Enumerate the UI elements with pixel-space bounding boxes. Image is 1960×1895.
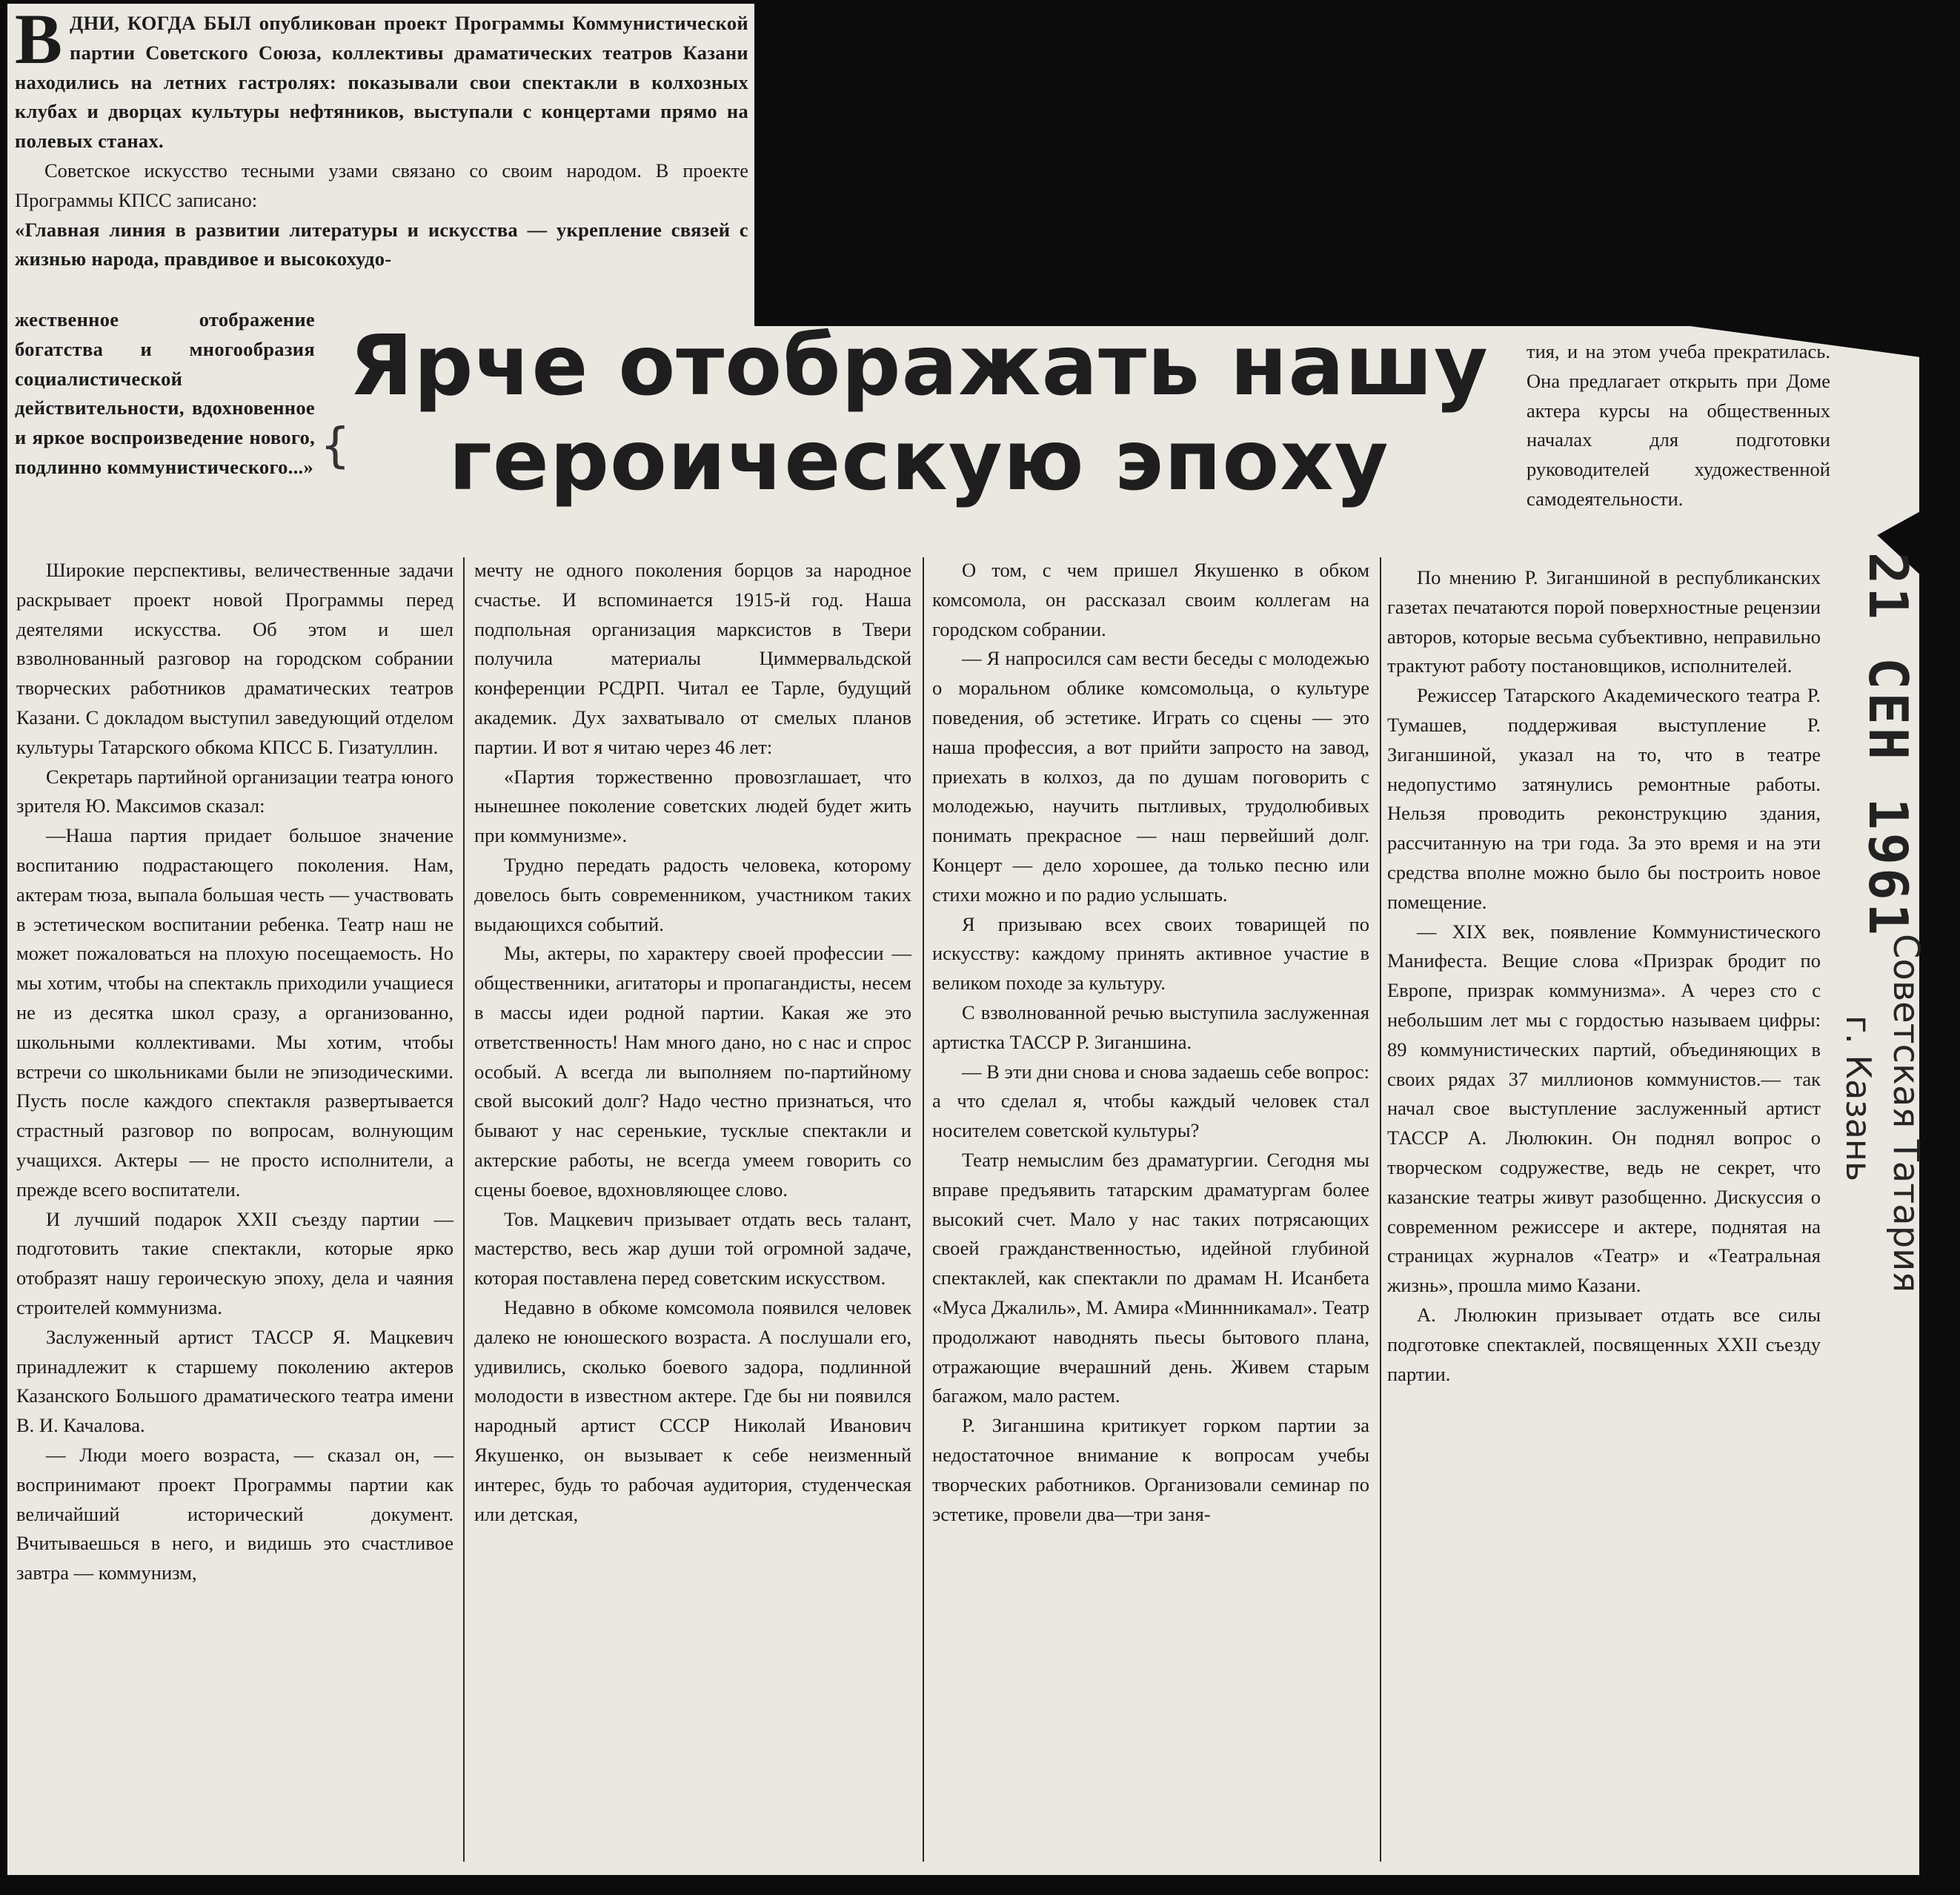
- intro-paragraph-1: ДНИ, КОГДА БЫЛ опубликован проект Программы Коммунистической партии Советского Союза, коллективы драматических театров Казани находились на летних гастролях: показывали свои спектакли в колхозных клубах и дворцах культуры нефтяников, выступали с концертами прямо на полевых станах.: [15, 12, 748, 153]
- column-4-paragraph: — XIX век, появление Коммунистического Манифеста. Вещие слова «Призрак бродит по Европе, призрак коммунизма». А через сто с небольшим лет мы с гордостью называем цифры: 89 коммунистических партий, объединяющих в своих рядах 37 миллионов коммунистов.— так начал свое выступление заслуженный артист ТАССР А. Люлюкин. Он поднял вопрос о творческом содружестве, ведь не секрет, что казанские театры живут разобщенно. Дискуссия о современном режиссере и актере, поднятая на страницах журналов «Театр» и «Театральная жизнь», прошла мимо Казани.: [1387, 920, 1821, 1297]
- column-4-paragraph: Режиссер Татарского Академического театра Р. Тумашев, поддерживая выступление Р. Зиганшиной, указал на то, что в театре недопустимо затянулись ремонтные работы. Нельзя проводить реконструкцию здания, рассчитанную на три года. За это время и на эти средства вполне можно было бы построить новое помещение.: [1387, 684, 1821, 913]
- margin-brace-mark: {: [320, 419, 351, 474]
- column-4: [1387, 563, 1821, 1389]
- column-2: [474, 556, 911, 1529]
- column-4-paragraph: А. Люлюкин призывает отдать все силы подготовке спектаклей, посвященных XXII съезду партии.: [1387, 1303, 1821, 1385]
- city-stamp: г. Казань: [1838, 1015, 1878, 1182]
- column-3-paragraph: — В эти дни снова и снова задаешь себе вопрос: а что сделал я, чтобы каждый человек стал носителем советской культуры?: [932, 1060, 1369, 1142]
- column-1: [16, 556, 454, 1588]
- intro-block: [15, 0, 748, 274]
- drop-cap: В: [15, 0, 63, 79]
- column-2-paragraph: Мы, актеры, по характеру своей профессии — общественники, агитаторы и пропагандисты, несем в массы идеи родной партии. Какая же это ответственность! Нам много дано, но с нас и спрос особый. А всегда ли выполняем по-партийному свой высокий долг? Надо честно признаться, что бывают у нас серенькие, тусклые спектакли и актерские работы, не всегда умеем говорить со сцены боевое, вдохновляющее слово.: [474, 942, 911, 1201]
- column-3-paragraph: Р. Зиганшина критикует горком партии за недостаточное внимание к вопросам учебы творческих работников. Организовали семинар по эстетике, провели два—три заня-: [932, 1414, 1369, 1525]
- column-1-paragraph: И лучший подарок XXII съезду партии — подготовить такие спектакли, которые ярко отобразят нашу героическую эпоху, дела и чаяния строителей коммунизма.: [16, 1207, 454, 1318]
- column-4-top-text: тия, и на этом учеба прекратилась. Она предлагает открыть при Доме актера курсы на общественных началах для подготовки руководителей художественной самодеятельности.: [1527, 340, 1830, 510]
- intro-paragraph-2: Советское искусство тесными узами связано со своим народом. В проекте Программы КПСС записано:: [15, 159, 748, 211]
- column-1-paragraph: Широкие перспективы, величественные задачи раскрывает проект новой Программы перед деятелями искусства. Об этом и шел взволнованный разговор на городском собрании творческих работников драматических театров Казани. С докладом выступил заведующий отделом культуры Татарского обкома КПСС Б. Гизатуллин.: [16, 559, 454, 758]
- column-3-paragraph: С взволнованной речью выступила заслуженная артистка ТАССР Р. Зиганшина.: [932, 1000, 1369, 1053]
- column-rule-3: [1380, 557, 1381, 1862]
- column-1-paragraph: Секретарь партийной организации театра юного зрителя Ю. Максимов сказал:: [16, 765, 454, 817]
- column-3-paragraph: — Я напросился сам вести беседы с молодежью о моральном облике комсомольца, о культуре поведения, об эстетике. Играть со сцены — это наша профессия, а вот прийти запросто на завод, приехать в колхоз, да по душам поговорить с молодежью, научить пытливых, трудолюбивых понимать прекрасное — наш первейший долг. Концерт — дело хорошее, да только песню или стихи можно и по радио услышать.: [932, 647, 1369, 906]
- column-2-paragraph: Недавно в обкоме комсомола появился человек далеко не юношеского возраста. А послушали его, удивились, сколько боевого задора, подлинной молодости в известном актере. Где бы ни появился народный артист СССР Николай Иванович Якушенко, он вызывает к себе неизменный интерес, будь то рабочая аудитория, студенческая или детская,: [474, 1295, 911, 1525]
- article-headline: [326, 319, 1512, 508]
- headline-line-1: Ярче отображать нашу: [349, 318, 1489, 414]
- column-1-paragraph: — Люди моего возраста, — сказал он, — воспринимают проект Программы партии как величайший исторический документ. Вчитываешься в него, и видишь это счастливое завтра — коммунизм,: [16, 1443, 454, 1584]
- column-3-paragraph: Театр немыслим без драматургии. Сегодня мы вправе предъявить татарским драматургам более высокий счет. Мало у нас таких потрясающих своей гражданственностью, идейной глубиной спектаклей, как спектакли по драмам Н. Исанбета «Муса Джалиль», М. Амира «Миннникамал». Театр продолжают наводнять пьесы бытового плана, отражающие вчерашний день. Живем старым багажом, мало растем.: [932, 1148, 1369, 1407]
- intro-quote-narrow: [15, 305, 315, 482]
- intro-quote-wide: «Главная линия в развитии литературы и искусства — укрепление связей с жизнью народа, правдивое и высокохудо-: [15, 218, 748, 271]
- newspaper-name-stamp: Советская Татария: [1885, 934, 1927, 1293]
- column-4-top: [1527, 337, 1830, 514]
- column-3-paragraph: Я призываю всех своих товарищей по искусству: каждому принять активное участие в великом походе за культуру.: [932, 912, 1369, 995]
- column-3-paragraph: О том, с чем пришел Якушенко в обком комсомола, он рассказал своим коллегам на городском собрании.: [932, 559, 1369, 640]
- column-1-paragraph: —Наша партия придает большое значение воспитанию подрастающего поколения. Нам, актерам тюза, выпала большая честь — участвовать в эстетическом воспитании ребенка. Театр наш не может пожаловаться на плохую посещаемость. Но мы хотим, чтобы на спектакль приходили учащиеся не из десятка школ сразу, а организованно, школьными коллективами. Мы хотим, чтобы встречи со школьниками были не эпизодическими. Пусть после каждого спектакля развертывается страстный разговор по вопросам, волнующим учащихся. Актеры — не просто исполнители, а прежде всего воспитатели.: [16, 824, 454, 1201]
- column-4-paragraph: По мнению Р. Зиганшиной в республиканских газетах печатаются порой поверхностные рецензии авторов, которые весьма субъективно, неправильно трактуют работу постановщиков, исполнителей.: [1387, 566, 1821, 677]
- column-rule-2: [923, 557, 924, 1862]
- column-2-paragraph: Трудно передать радость человека, которому довелось быть современником, участником таких выдающихся событий.: [474, 853, 911, 935]
- column-1-paragraph: Заслуженный артист ТАССР Я. Мацкевич принадлежит к старшему поколению актеров Казанского Большого драматического театра имени В. И. Качалова.: [16, 1325, 454, 1437]
- column-3: [932, 556, 1369, 1529]
- intro-quote-narrow-text: жественное отображение богатства и многообразия социалистической действительности, вдохновенное и яркое воспроизведение нового, подлинно коммунистического...»: [15, 308, 315, 478]
- column-rule-1: [463, 557, 465, 1862]
- headline-line-2: героическую эпоху: [448, 413, 1389, 509]
- column-2-paragraph: мечту не одного поколения борцов за народное счастье. И вспоминается 1915-й год. Наша подпольная организация марксистов в Твери получила материалы Циммервальдской конференции РСДРП. Читал ее Тарле, будущий академик. Дух захватывало от смелых планов партии. И вот я читаю через 46 лет:: [474, 559, 911, 758]
- column-2-paragraph: «Партия торжественно провозглашает, что нынешнее поколение советских людей будет жить при коммунизме».: [474, 765, 911, 847]
- archive-date-stamp: 21 СЕН 1961: [1857, 552, 1919, 938]
- column-2-paragraph: Тов. Мацкевич призывает отдать весь талант, мастерство, весь жар души той огромной задаче, которая поставлена перед советским искусством.: [474, 1207, 911, 1290]
